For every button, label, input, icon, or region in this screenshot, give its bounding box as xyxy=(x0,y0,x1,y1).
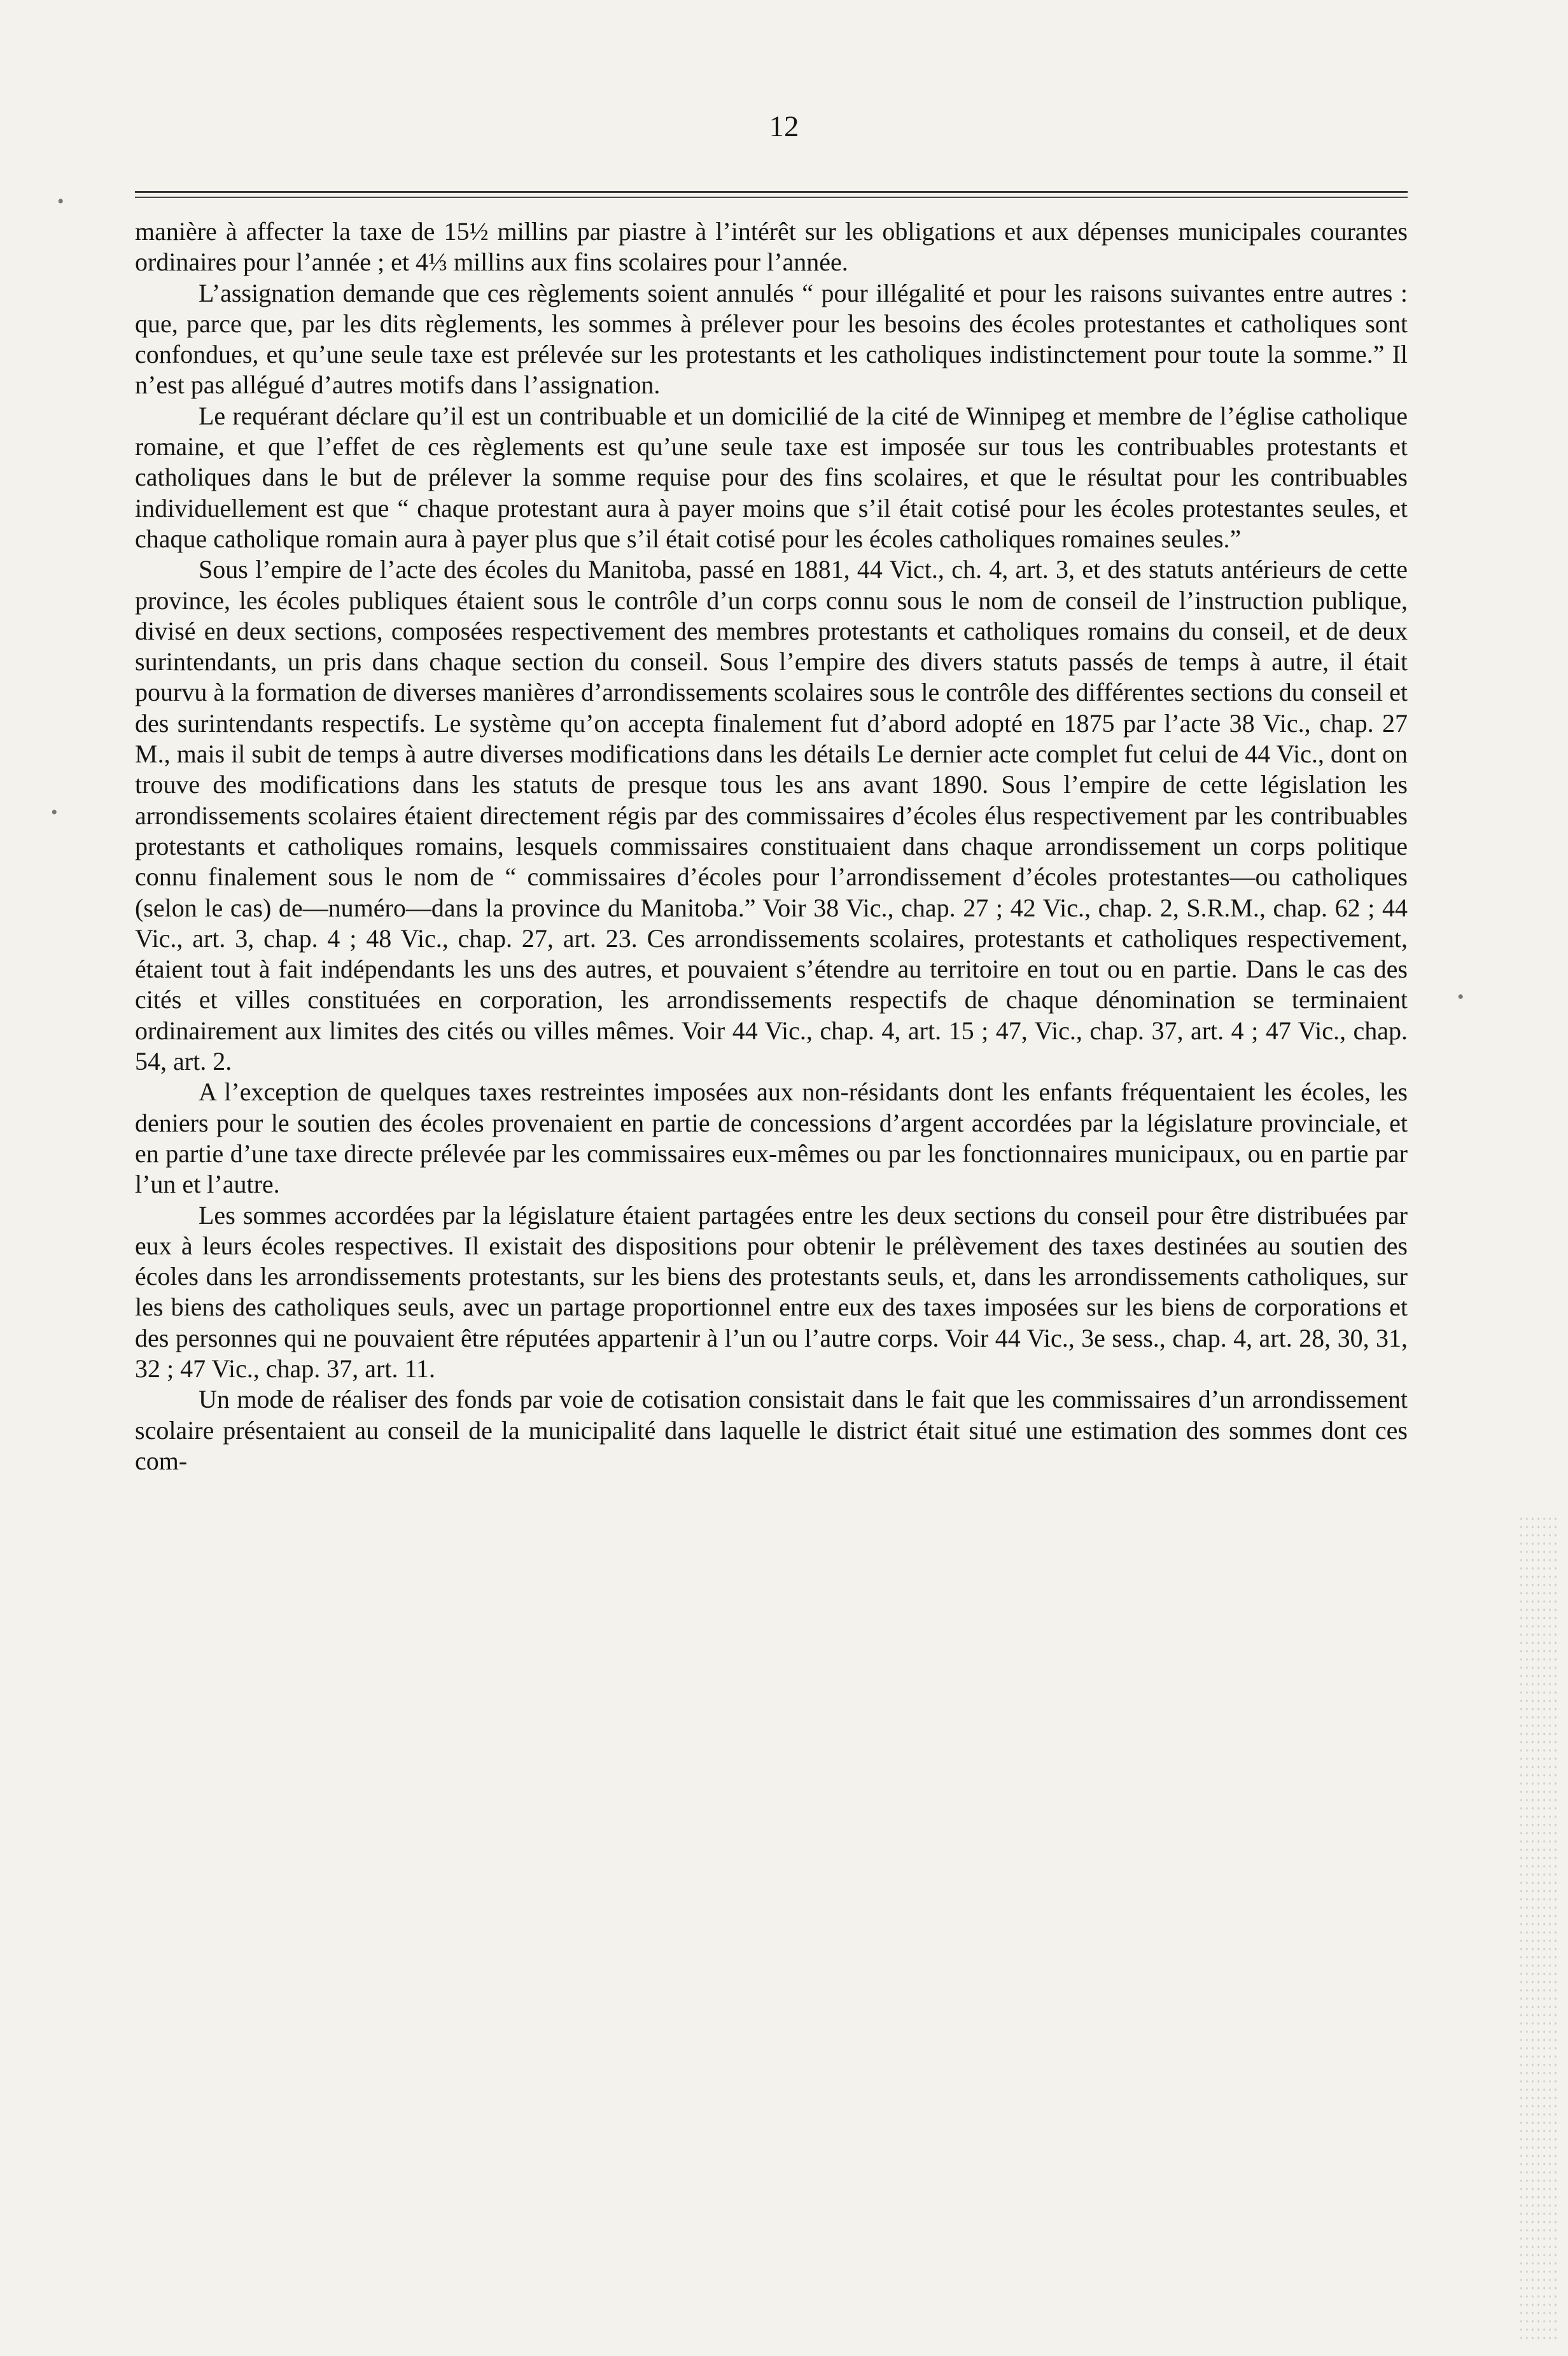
body-text xyxy=(135,216,1408,1476)
paragraph-4: Sous l’empire de l’acte des écoles du Manitoba, passé en 1881, 44 Vict., ch. 4, art. 3, et des statuts antérieurs de cette province, les écoles publiques étaient sous le contrôle d’un corps connu sous le nom de conseil de l’instruction publique, divisé en deux sections, composées respectivement des membres protestants et catholiques romains du conseil, et de deux surintendants, un pris dans chaque section du conseil. Sous l’empire des divers statuts passés de temps à autre, il était pourvu à la formation de diverses manières d’arrondissements scolaires sous le contrôle des différentes sections du conseil et des surintendants respectifs. Le système qu’on accepta finalement fut d’abord adopté en 1875 par l’acte 38 Vic., chap. 27 M., mais il subit de temps à autre diverses modifications dans les détails Le dernier acte complet fut celui de 44 Vic., dont on trouve des modifications dans les statuts de presque tous les ans avant 1890. Sous l’empire de cette législation les arrondissements scolaires étaient directement régis par des commissaires d’écoles élus respectivement par les contribuables protestants et catholiques romains, lesquels commissaires constituaient dans chaque arrondissement un corps politique connu finalement sous le nom de “ commissaires d’écoles pour l’arrondissement d’écoles protestantes—ou catholiques (selon le cas) de—numéro—dans la province du Manitoba.” Voir 38 Vic., chap. 27 ; 42 Vic., chap. 2, S.R.M., chap. 62 ; 44 Vic., art. 3, chap. 4 ; 48 Vic., chap. 27, art. 23. Ces arrondissements scolaires, protestants et catholiques respectivement, étaient tout à fait indépendants les uns des autres, et pouvaient s’étendre au territoire en tout ou en partie. Dans le cas des cités et villes constituées en corporation, les arrondissements respectifs de chaque dénomination se terminaient ordinairement aux limites des cités ou villes mêmes. Voir 44 Vic., chap. 4, art. 15 ; 47, Vic., chap. 37, art. 4 ; 47 Vic., chap. 54, art. 2. xyxy=(135,555,1408,1076)
scan-speck: • xyxy=(1457,986,1464,1007)
page-number: 12 xyxy=(769,110,799,143)
header-rule xyxy=(135,191,1408,198)
paragraph-6: Les sommes accordées par la législature étaient partagées entre les deux sections du conseil pour être distribuées par eux à leurs écoles respectives. Il existait des dispositions pour obtenir le prélèvement des taxes destinées au soutien des écoles dans les arrondissements protestants, sur les biens des protestants seuls, et, dans les arrondissements catholiques, sur les biens des catholiques seuls, avec un partage proportionnel entre eux des taxes imposées sur les biens de corporations et des personnes qui ne pouvaient être réputées appartenir à l’un ou l’autre corps. Voir 44 Vic., 3e sess., chap. 4, art. 28, 30, 31, 32 ; 47 Vic., chap. 37, art. 11. xyxy=(135,1200,1408,1383)
paragraph-1: manière à affecter la taxe de 15½ millins par piastre à l’intérêt sur les obligations et aux dépenses municipales courantes ordinaires pour l’année ; et 4⅓ millins aux fins scolaires pour l’année. xyxy=(135,217,1408,277)
scan-speck: • xyxy=(51,802,58,823)
scan-speck: • xyxy=(57,191,64,212)
paragraph-2: L’assignation demande que ces règlements soient annulés “ pour illégalité et pour les raisons suivantes entre autres : que, parce que, par les dits règlements, les sommes à prélever pour les besoins des écoles protestantes et catholiques sont confondues, et qu’une seule taxe est prélevée sur les protestants et les catholiques indistinctement pour toute la somme.” Il n’est pas allégué d’autres motifs dans l’assignation. xyxy=(135,278,1408,400)
paragraph-5: A l’exception de quelques taxes restreintes imposées aux non-résidants dont les enfants fréquentaient les écoles, les deniers pour le soutien des écoles provenaient en partie de concessions d’argent accordées par la législature provinciale, et en partie d’une taxe directe prélevée par les commissaires eux-mêmes ou par les fonctionnaires municipaux, ou en partie par l’un et l’autre. xyxy=(135,1077,1408,1199)
scan-edge-noise xyxy=(1518,1515,1557,2342)
paragraph-7: Un mode de réaliser des fonds par voie de cotisation consistait dans le fait que les commissaires d’un arrondissement scolaire présentaient au conseil de la municipalité dans laquelle le district était situé une estimation des sommes dont ces com- xyxy=(135,1385,1408,1475)
paragraph-3: Le requérant déclare qu’il est un contribuable et un domicilié de la cité de Winnipeg et membre de l’église catholique romaine, et que l’effet de ces règlements est qu’une seule taxe est imposée sur tous les contribuables protestants et catholiques dans le but de prélever la somme requise pour des fins scolaires, et que le résultat pour les contribuables individuellement est que “ chaque protestant aura à payer moins que s’il était cotisé pour les écoles protestantes seules, et chaque catholique romain aura à payer plus que s’il était cotisé pour les écoles catholiques romaines seules.” xyxy=(135,401,1408,553)
